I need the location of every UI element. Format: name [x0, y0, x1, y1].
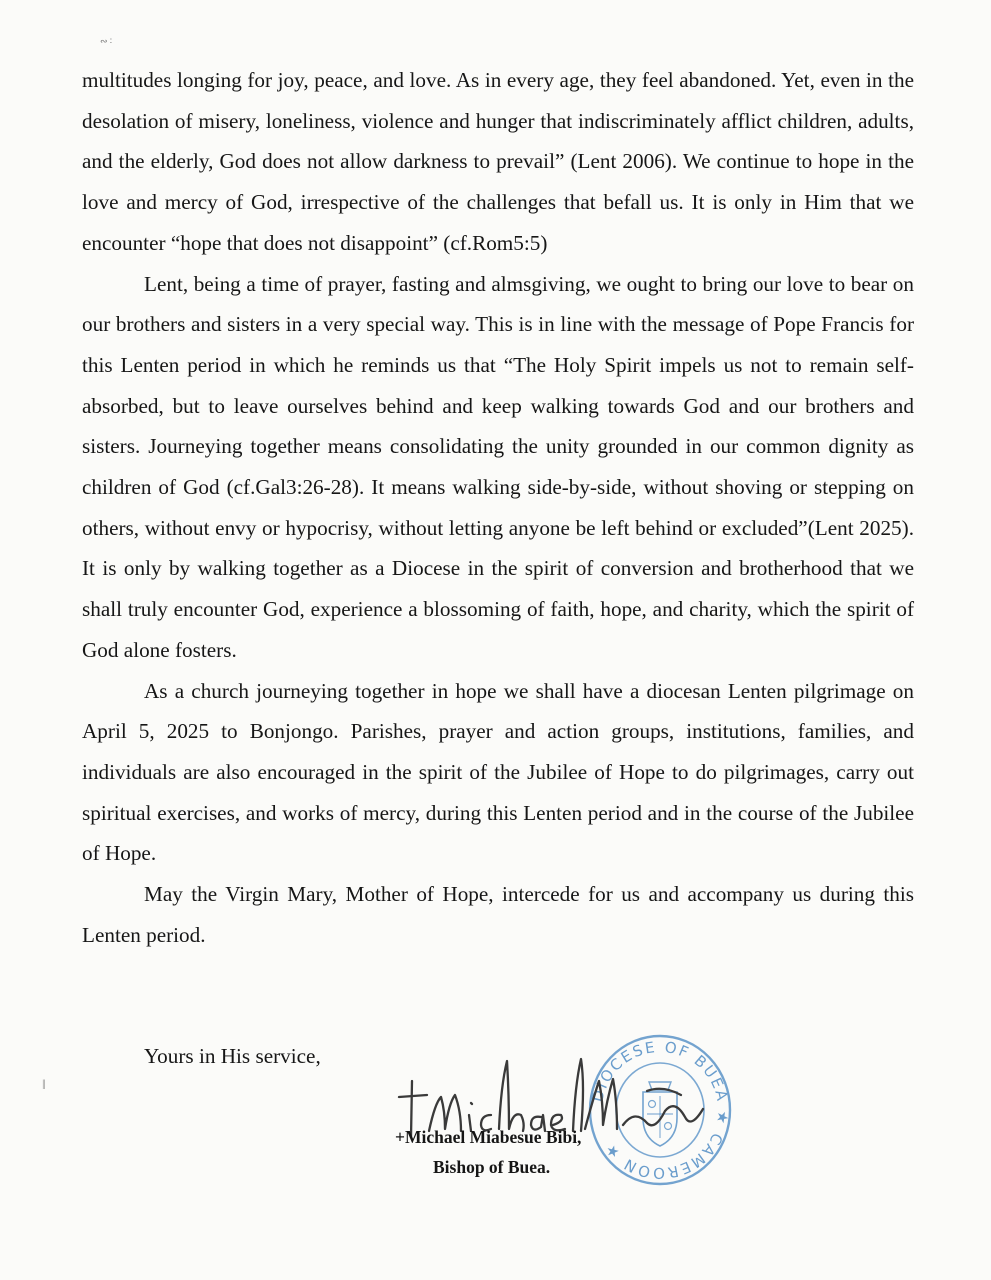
- scan-speck: ‖: [42, 1078, 46, 1093]
- paragraph-prayer: May the Virgin Mary, Mother of Hope, intercede for us and accompany us during this Lenten period.: [82, 882, 914, 947]
- svg-text:DIOCESE OF BUEA ★ CAMEROON ★: DIOCESE OF BUEA ★ CAMEROON ★: [588, 1037, 733, 1183]
- paragraph-continuation: multitudes longing for joy, peace, and love. As in every age, they feel abandoned. Yet, even in the desolation of misery, loneliness, violence and hunger that indiscriminately afflict children, adults, and the elderly, God does not allow darkness to prevail” (Lent 2006). We continue to hope in the love and mercy of God, irrespective of the challenges that befall us. It is only in Him that we encounter “hope that does not disappoint” (cf.Rom5:5): [82, 68, 914, 255]
- signer-name: +Michael Miabesue Bibi,: [395, 1127, 582, 1147]
- signer-title: Bishop of Buea.: [433, 1157, 551, 1177]
- closing-salutation: Yours in His service,: [144, 1044, 321, 1068]
- scan-speck: ∾ ∶: [100, 36, 113, 46]
- letter-body: [82, 60, 914, 955]
- paragraph-lent-message: Lent, being a time of prayer, fasting and almsgiving, we ought to bring our love to bear on our brothers and sisters in a very special way. This is in line with the message of Pope Francis for this Lenten period in which he reminds us that “The Holy Spirit impels us not to remain self-absorbed, but to leave ourselves behind and keep walking towards God and our brothers and sisters. Journeying together means consolidating the unity grounded in our common dignity as children of God (cf.Gal3:26-28). It means walking side-by-side, without shoving or stepping on others, without envy or hypocrisy, without letting anyone be left behind or excluded”(Lent 2025). It is only by walking together as a Diocese in the spirit of conversion and brotherhood that we shall truly encounter God, experience a blossoming of faith, hope, and charity, which the spirit of God alone fosters.: [82, 271, 914, 662]
- paragraph-pilgrimage: As a church journeying together in hope we shall have a diocesan Lenten pilgrimage on April 5, 2025 to Bonjongo. Parishes, prayer and action groups, institutions, families, and individuals are also encouraged in the spirit of the Jubilee of Hope to do pilgrimages, carry out spiritual exercises, and works of mercy, during this Lenten period and in the course of the Jubilee of Hope.: [82, 678, 914, 866]
- signature-block: [395, 1122, 581, 1182]
